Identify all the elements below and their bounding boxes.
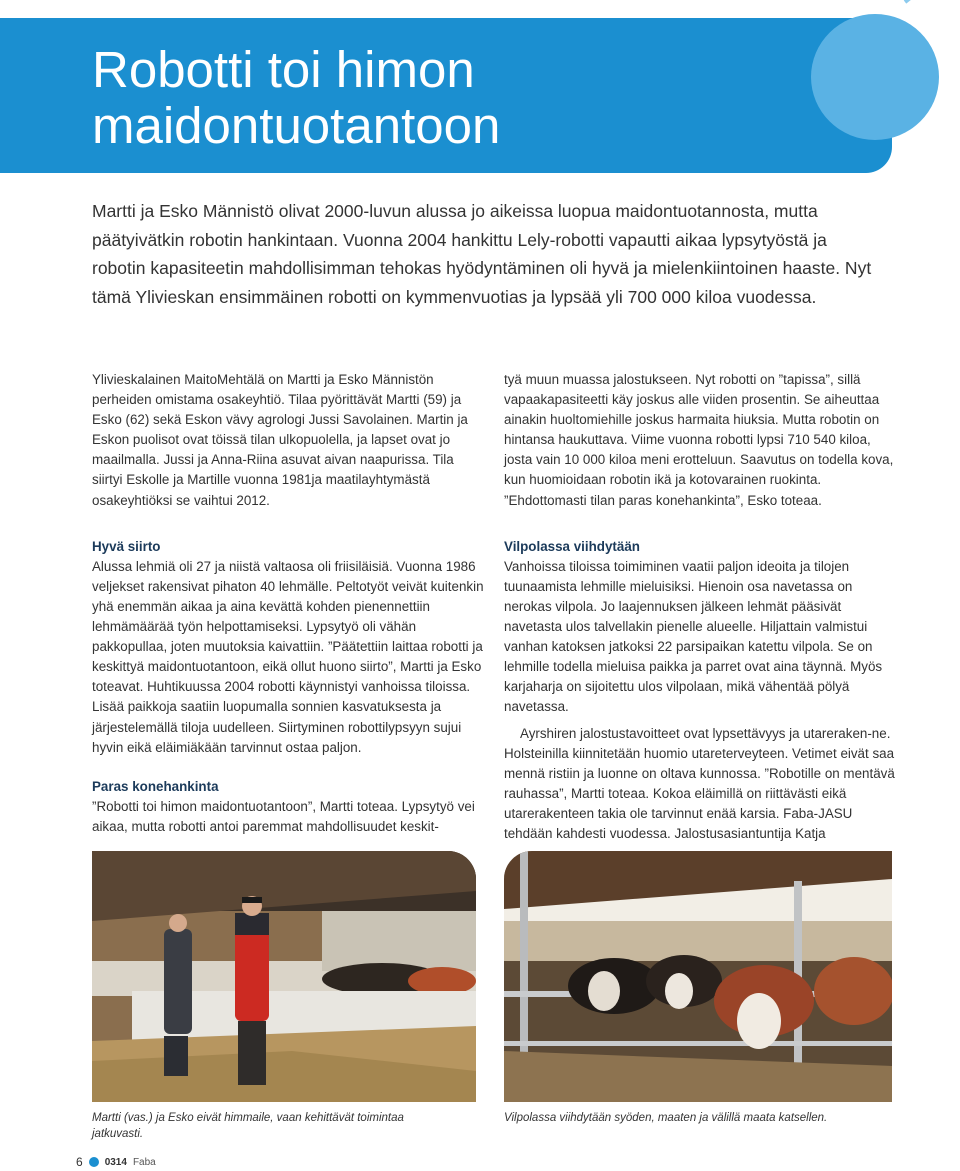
body-paragraph: Ayrshiren jalostustavoitteet ovat lypsettävyys ja utareraken-ne. Holsteinilla kiinnitetään huomio utareterveyteen. Vetimet eivät saa mennä ristiin ja luonne on oltava kunnossa. ”Robotille on mentävä rauhassa”, Martti toteaa. Kokoa eläimillä on riittävästi eikä utarerakenteen takia ole tarvinnut enää karsia. Faba-JASU tehdään kahdesti vuodessa. Jalostusasiantuntija Katja	[504, 725, 895, 841]
body-paragraph: Alussa lehmiä oli 27 ja niistä valtaosa oli friisiläisiä. Vuonna 1986 veljekset rakensivat pihaton 40 lehmälle. Peltotyöt veivät kuitenkin yhä enemmän aikaa ja aina kevättä kohden pienennettiin lehmämäärää työn helpottamiseksi. Lypsytyö oli vähän pakkopullaa, joten muutoksia kaivattiin. ”Päätettiin laittaa robotti ja keskittyä maidontuotantoon, eikä ollut huono siirto”, Martti ja Esko toteavat. Huhtikuussa 2004 robotti käynnistyi vanhoissa tiloissa. Lisää paikkoja saatiin luopumalla sonnien kasvatuksesta ja järjestelemällä tiloja uudelleen. Siirtyminen robottilypsyyn sujui hyvin eikä eläimiäkään tarvinnut ostaa paljon.	[92, 558, 484, 755]
body-paragraph: tyä muun muassa jalostukseen. Nyt robotti on ”tapissa”, sillä vapaakapasiteetti käy joskus alle viiden prosentin. Se aiheuttaa ainakin huoltomiehille joskus harmaita hiuksia. Mutta robotin on hintansa haukuttava. Viime vuonna robotti lypsi 710 540 kiloa, josta vain 10 000 kiloa meni erotteluun. Saavutus on todella kova, kun huomioidaan robotin ikä ja kotovarainen ruokinta. ”Ehdottomasti tilan paras konehankinta”, Esko toteaa.	[504, 372, 894, 508]
photo-cows-in-barn	[504, 851, 892, 1102]
page-footer	[76, 1155, 156, 1169]
lead-paragraph: Martti ja Esko Männistö olivat 2000-luvun alussa jo aikeissa luopua maidontuotannosta, mutta päätyivätkin robotin hankintaan. Vuonna 2004 hankittu Lely-robotti vapautti aikaa lypsytyöstä ja robotin kapasiteetin mahdollisimman tehokas hyödyntäminen oli hyvä ja mielenkiintoinen haaste. Nyt tämä Ylivieskan ensimmäinen robotti on kymmenvuotias ja lypsää yli 700 000 kiloa vuodessa.	[92, 201, 872, 307]
decorative-circle	[811, 14, 939, 140]
body-paragraph: Vanhoissa tiloissa toimiminen vaatii paljon ideoita ja tilojen tuunaamista lehmille mieluisiksi. Hienoin osa navetassa on nerokas vilpola. Jo laajennuksen jälkeen lehmät pääsivät navetasta ulos talvellakin pienelle alueelle. Hiljattain valmistui vanhan katoksen jatkoksi 22 parsipaikan katettu vilpola. Se on lehmille todella mieluisa paikka ja parret ovat aina täynnä. Myös karjaharja on sijoitettu ulos vilpolaan, mikä vähentää pölyä navetassa.	[504, 558, 883, 715]
photo-farmers	[92, 851, 476, 1102]
intro-paragraph: Ylivieskalainen MaitoMehtälä on Martti ja Esko Männistön perheiden omistama osakeyhtiö. Tilaa pyörittävät Martti (59) ja Esko (62) sekä Eskon vävy agrologi Jussi Savolainen. Martin ja Eskon puolisot ovat töissä tilan ulkopuolella, ja lapset ovat jo maailmalla. Jussi ja Anna-Riina asuvat aivan naapurissa. Tila siirtyi Eskolle ja Martille vuonna 1981ja maatilayhtymästä osakeyhtiöksi se vaihtui 2012.	[92, 372, 468, 508]
page-title	[92, 42, 792, 154]
title-line-1: Robotti toi himon	[92, 41, 475, 98]
section-heading-paras-konehankinta: Paras konehankinta	[92, 778, 219, 794]
title-line-2: maidontuotantoon	[92, 97, 501, 154]
decorative-line	[904, 0, 960, 4]
issue-number: 0314	[104, 1156, 127, 1168]
page-number: 6	[76, 1155, 83, 1169]
left-column	[92, 370, 486, 837]
section-heading-vilpolassa: Vilpolassa viihdytään	[504, 538, 640, 554]
right-column	[504, 370, 896, 844]
publication-name: Faba	[132, 1156, 156, 1168]
footer-dot-icon	[89, 1157, 99, 1167]
photo-caption-right: Vilpolassa viihdytään syöden, maaten ja välillä maata katsellen.	[504, 1112, 828, 1124]
body-paragraph: ”Robotti toi himon maidontuotantoon”, Martti toteaa. Lypsytyö vei aikaa, mutta robotti antoi paremmat mahdollisuudet keskit-	[92, 798, 475, 834]
photo-caption-left: Martti (vas.) ja Esko eivät himmaile, vaan kehittävät toimintaa jatkuvasti.	[92, 1112, 404, 1140]
section-heading-hyva-siirto: Hyvä siirto	[92, 538, 161, 554]
